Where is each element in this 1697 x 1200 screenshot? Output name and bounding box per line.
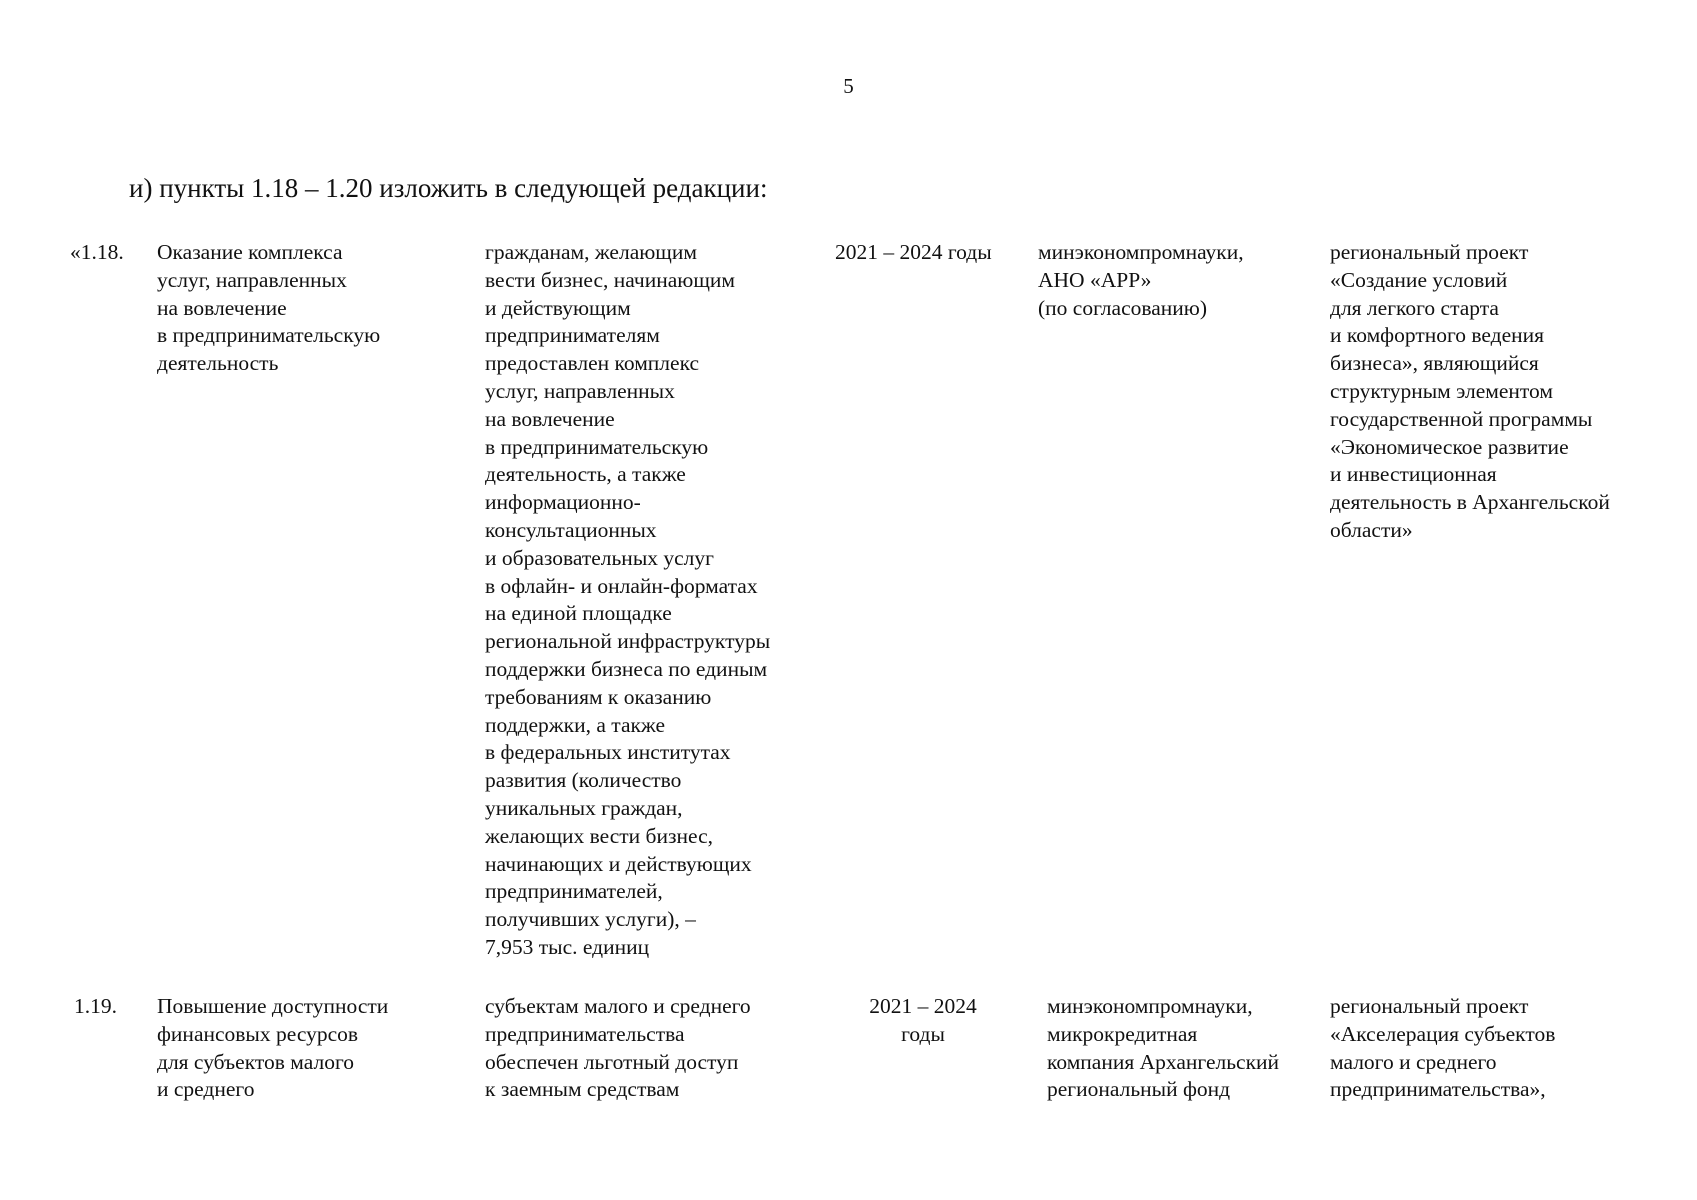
measure-result: гражданам, желающим вести бизнес, начинающим и действующим предпринимателям предоставлен комплекс услуг, направленных на вовлечение в предпринимательскую деятельность, а также информационно- консультационных и образовательных услуг в офлайн- и онлайн-форматах на единой площадке региональной инфраструктуры поддержки бизнеса по единым требованиям к оказанию поддержки, а также в федеральных институтах развития (количество уникальных граждан, желающих вести бизнес, начинающих и действующих предпринимателей, получивших услуги), – 7,953 тыс. единиц: [485, 240, 771, 959]
related-project: региональный проект «Акселерация субъектов малого и среднего предпринимательства»,: [1330, 994, 1556, 1102]
measure-name: Повышение доступности финансовых ресурсов для субъектов малого и среднего: [157, 994, 389, 1102]
responsible-executor: минэкономпромнауки, микрокредитная компания Архангельский региональный фонд: [1047, 994, 1280, 1102]
page-number: 5: [843, 74, 854, 98]
implementation-period: 2021 – 2024 годы: [835, 240, 992, 264]
item-number: 1.19.: [74, 994, 117, 1018]
intro-paragraph: и) пункты 1.18 – 1.20 изложить в следующей редакции:: [129, 173, 768, 203]
item-number: «1.18.: [70, 240, 124, 264]
measure-result: субъектам малого и среднего предпринимательства обеспечен льготный доступ к заемным средствам: [485, 994, 751, 1102]
implementation-period: 2021 – 2024 годы: [869, 994, 977, 1046]
measure-name: Оказание комплекса услуг, направленных на вовлечение в предпринимательскую деятельность: [157, 240, 381, 376]
responsible-executor: минэкономпромнауки, АНО «АРР» (по согласованию): [1038, 240, 1244, 320]
related-project: региональный проект «Создание условий для легкого старта и комфортного ведения бизнеса», являющийся структурным элементом государственной программы «Экономическое развитие и инвестиционная деятельность в Архангельской области»: [1330, 240, 1610, 542]
